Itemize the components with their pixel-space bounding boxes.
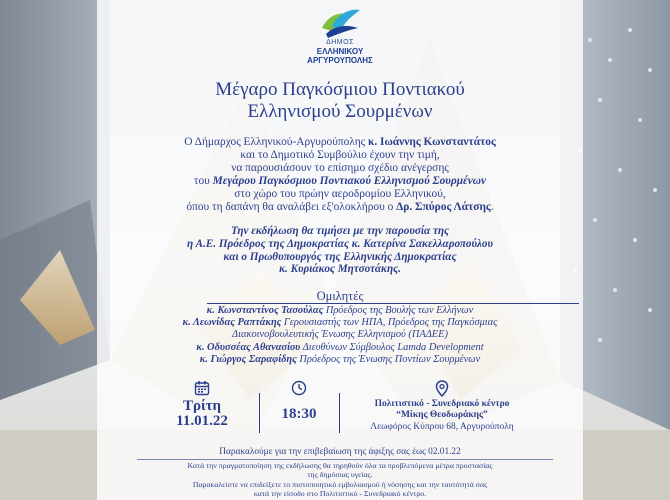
honor-line2: η Α.Ε. Πρόεδρος της Δημοκρατίας κ. Κατερίνα Σακελλαροπούλου xyxy=(187,237,493,250)
honor-line3: και ο Πρωθυπουργός της Ελληνικής Δημοκρατίας xyxy=(223,250,457,263)
title-line1: Μέγαρο Παγκόσμιου Ποντιακού xyxy=(215,79,465,100)
intro-line3: να παρουσιάσουν το επίσημο σχέδιο ανέγερσης xyxy=(231,161,449,174)
logo-text-line2: ΕΛΛΗΝΙΚΟΥ xyxy=(316,47,364,56)
speaker-item xyxy=(97,354,583,366)
speaker-role: Πρόεδρος της Βουλής των Ελλήνων xyxy=(323,305,474,316)
mayor-name: κ. Ιωάννης Κωνσταντάτος xyxy=(368,136,496,148)
clock-icon xyxy=(291,380,307,396)
intro-text: . xyxy=(490,200,494,213)
speakers-list xyxy=(97,305,583,366)
speaker-item xyxy=(97,329,583,341)
speaker-role: Διακοινοβουλευτικής Ένωσης Ελληνισμού (ΠΑΔΕΕ) xyxy=(232,329,448,341)
calendar-icon xyxy=(194,380,210,396)
speaker-name: κ. Λεωνίδας Ραπτάκης xyxy=(182,317,282,329)
intro-line6 xyxy=(97,201,583,214)
divider xyxy=(259,393,260,433)
event-day: Τρίτη xyxy=(182,398,222,414)
sponsor-name: Δρ. Σπύρος Λάτσης xyxy=(396,200,491,213)
intro-line4 xyxy=(97,175,583,188)
intro-text: όπου τη δαπάνη θα αναλάβει εξ'ολοκλήρου ο xyxy=(186,200,397,213)
title-line2: Ελληνισμού Σουρμένων xyxy=(247,101,433,122)
honor-paragraph xyxy=(97,225,583,276)
speaker-name: κ. Κωνσταντίνος Τασούλας xyxy=(206,305,324,316)
invitation-card xyxy=(97,0,583,500)
municipality-logo xyxy=(97,4,583,65)
notice-line1: Κατά την πραγματοποίηση της εκδήλωσης θα τηρηθούν όλα τα προβλεπόμενα μέτρα προστασίας xyxy=(187,461,493,470)
intro-line1 xyxy=(97,136,583,149)
event-time-value: 18:30 xyxy=(281,406,317,422)
honor-line4: κ. Κυριάκος Μητσοτάκης. xyxy=(279,263,401,276)
speaker-name: κ. Γιώργος Σαραφίδης xyxy=(199,353,297,365)
venue-name-quoted: “Μίκης Θεοδωράκης” xyxy=(396,410,488,420)
notice-line4: κατά την είσοδο στο Πολιτιστικό - Συνεδριακό κέντρο. xyxy=(253,489,427,499)
dove-logo-icon xyxy=(318,4,362,40)
location-pin-icon xyxy=(435,380,449,397)
intro-text: Ο Δήμαρχος Ελληνικού-Αργυρούπολης xyxy=(184,136,369,148)
divider xyxy=(137,459,553,460)
speaker-role: Γερουσιαστής των ΗΠΑ, Πρόεδρος της Παγκόσμιας xyxy=(281,317,498,329)
speaker-item xyxy=(97,305,583,317)
notice-line2: της δημόσιας υγείας. xyxy=(307,470,373,480)
intro-text: του xyxy=(193,174,213,187)
divider xyxy=(207,303,579,304)
event-time xyxy=(269,380,329,422)
honor-line1: Την εκδήλωση θα τιμήσει με την παρουσία της xyxy=(230,225,450,237)
notice-line3: Παρακαλείστε να επιδείξετε το πιστοποιητικό εμβολιασμού ή νόσησης και την ταυτότητά σας xyxy=(192,479,488,489)
venue-name: Πολιτιστικό - Συνεδριακό κέντρο xyxy=(374,399,510,409)
speaker-item xyxy=(97,317,583,329)
speaker-item xyxy=(97,342,583,354)
speaker-role: Διευθύνων Σύμβουλος Lamda Development xyxy=(300,341,484,353)
logo-text-line1: ΔΗΜΟΣ xyxy=(326,39,354,46)
event-info xyxy=(97,380,583,442)
health-notice xyxy=(97,461,583,499)
intro-line2: και το Δημοτικό Συμβούλιο έχουν την τιμή, xyxy=(240,148,440,161)
intro-paragraph xyxy=(97,136,583,213)
event-date xyxy=(157,380,247,429)
event-title xyxy=(97,79,583,123)
speaker-name: κ. Οδυσσέας Αθανασίου xyxy=(196,341,301,353)
speakers-heading: Ομιλητές xyxy=(316,289,364,303)
building-name: Μεγάρου Παγκόσμιου Ποντιακού Ελληνισμού Σουρμένων xyxy=(212,174,487,187)
intro-line5: στο χώρο του πρώην αεροδρομίου Ελληνικού, xyxy=(234,187,446,200)
venue-address: Λεωφόρος Κύπρου 68, Αργυρούπολη xyxy=(370,422,514,432)
event-venue xyxy=(347,380,537,433)
event-date-value: 11.01.22 xyxy=(176,413,228,429)
rsvp-note: Παρακαλούμε για την επιβεβαίωση της άφιξης σας έως 02.01.22 xyxy=(219,447,461,457)
logo-text-line3: ΑΡΓΥΡΟΥΠΟΛΗΣ xyxy=(307,56,373,65)
speaker-role: Πρόεδρος της Ένωσης Ποντίων Σουρμένων xyxy=(296,353,481,365)
divider xyxy=(339,393,340,433)
